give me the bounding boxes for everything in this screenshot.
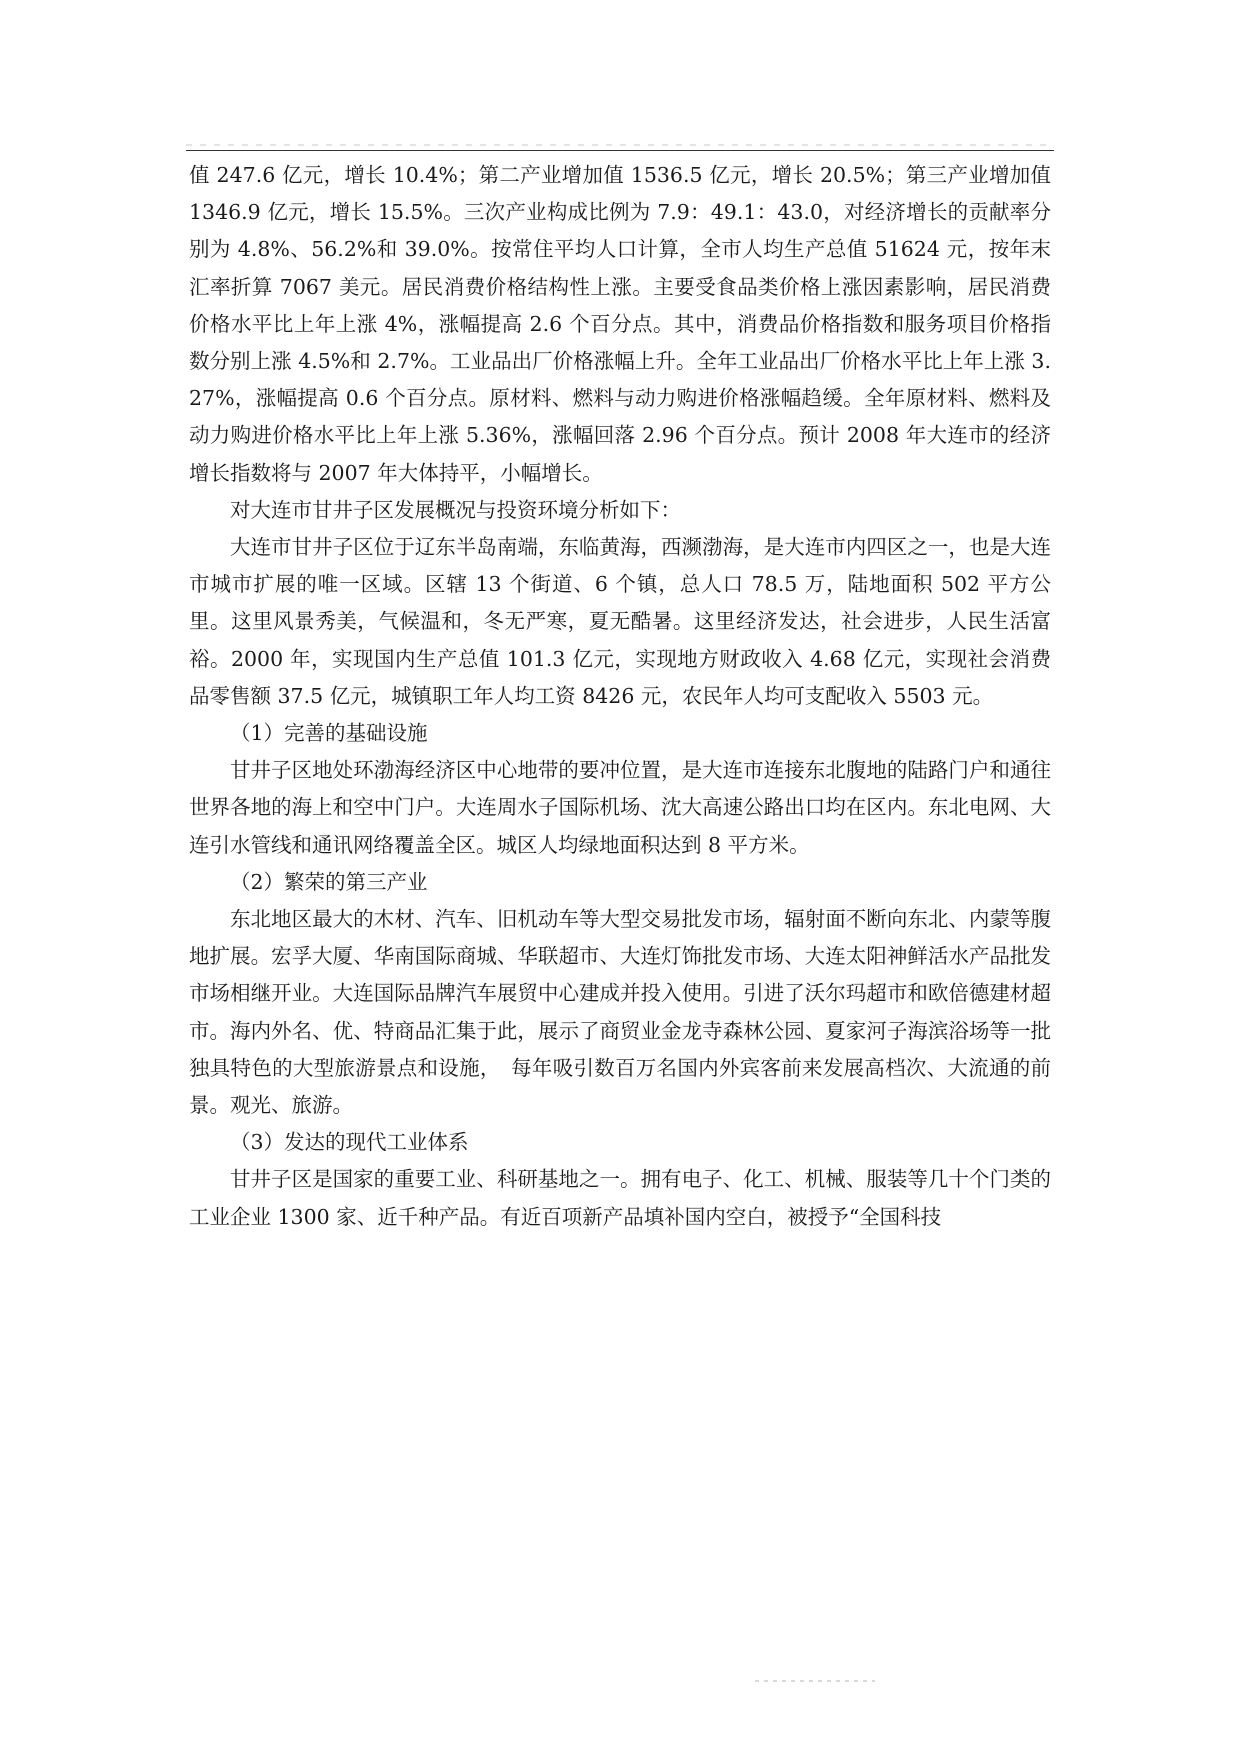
paragraph-continuation: 值 247.6 亿元，增长 10.4%；第二产业增加值 1536.5 亿元，增长 20.5%；第三产业增加值 1346.9 亿元，增长 15.5%。三次产业构成比例为 7.9：49.1：43.0，对经济增长的贡献率分别为 4.8%、56.2%和 39.0%。按常住平均人口计算，全市人均生产总值 51624 元，按年末汇率折算 7067 美元。居民消费价格结构性上涨。主要受食品类价格上涨因素影响，居民消费价格水平比上年上涨 4%，涨幅提高 2.6 个百分点。其中，消费品价格指数和服务项目价格指数分别上涨 4.5%和 2.7%。工业品出厂价格涨幅上升。全年工业品出厂价格水平比上年上涨 3.27%，涨幅提高 0.6 个百分点。原材料、燃料与动力购进价格涨幅趋缓。全年原材料、燃料及动力购进价格水平比上年上涨 5.36%，涨幅回落 2.96 个百分点。预计 2008 年大连市的经济增长指数将与 2007 年大体持平，小幅增长。	[189, 163, 1051, 485]
section-heading-infrastructure: （1）完善的基础设施	[230, 721, 428, 746]
header-rule	[186, 150, 1054, 151]
document-body	[189, 157, 1051, 1236]
section-heading-tertiary-industry: （2）繁荣的第三产业	[230, 869, 428, 894]
paragraph-tertiary-industry: 东北地区最大的木材、汽车、旧机动车等大型交易批发市场，辐射面不断向东北、内蒙等腹地扩展。宏孚大厦、华南国际商城、华联超市、大连灯饰批发市场、大连太阳神鲜活水产品批发市场相继开业。大连国际品牌汽车展贸中心建成并投入使用。引进了沃尔玛超市和欧倍德建材超市。海内外名、优、特商品汇集于此，展示了商贸业金龙寺森林公园、夏家河子海滨浴场等一批独具特色的大型旅游景点和设施， 每年吸引数百万名国内外宾客前来发展高档次、大流通的前景。观光、旅游。	[189, 907, 1051, 1118]
footer-faint-mark	[755, 1680, 875, 1682]
paragraph-intro-ganjingzi: 对大连市甘井子区发展概况与投资环境分析如下：	[230, 497, 681, 522]
paragraph-infrastructure: 甘井子区地处环渤海经济区中心地带的要冲位置，是大连市连接东北腹地的陆路门户和通往世界各地的海上和空中门户。大连周水子国际机场、沈大高速公路出口均在区内。东北电网、大连引水管线和通讯网络覆盖全区。城区人均绿地面积达到 8 平方米。	[189, 758, 1051, 857]
paragraph-ganjingzi-overview: 大连市甘井子区位于辽东半岛南端，东临黄海，西濒渤海，是大连市内四区之一，也是大连市城市扩展的唯一区域。区辖 13 个街道、6 个镇，总人口 78.5 万，陆地面积 502 平方公里。这里风景秀美，气候温和，冬无严寒，夏无酷暑。这里经济发达，社会进步，人民生活富裕。2000 年，实现国内生产总值 101.3 亿元，实现地方财政收入 4.68 亿元，实现社会消费品零售额 37.5 亿元，城镇职工年人均工资 8426 元，农民年人均可支配收入 5503 元。	[189, 535, 1051, 708]
paragraph-modern-industry: 甘井子区是国家的重要工业、科研基地之一。拥有电子、化工、机械、服装等几十个门类的工业企业 1300 家、近千种产品。有近百项新产品填补国内空白，被授予“全国科技	[189, 1167, 1051, 1229]
header-faint-line	[186, 144, 1054, 146]
section-heading-modern-industry: （3）发达的现代工业体系	[230, 1130, 469, 1155]
